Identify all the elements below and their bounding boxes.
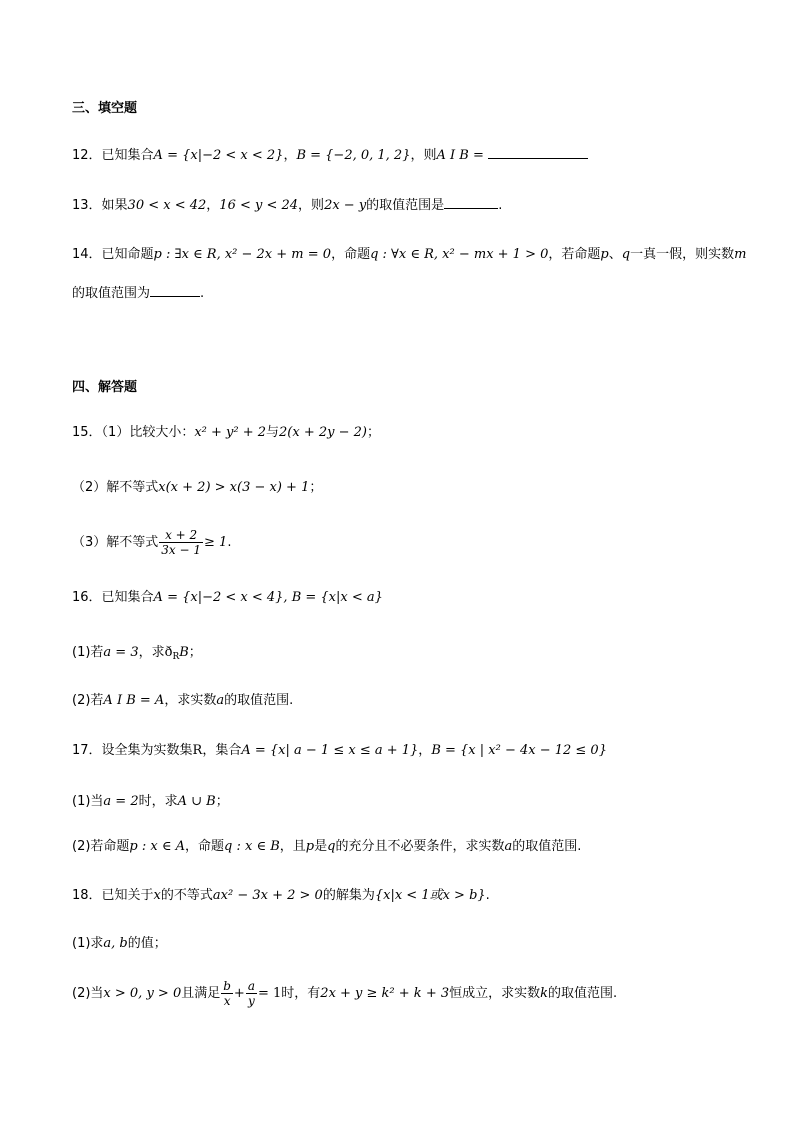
q17-p2-av: a — [504, 839, 513, 854]
q16-p1-b: B — [179, 645, 189, 660]
q15-p3-denominator: 3x − 1 — [161, 543, 202, 557]
q18-p2-fraction-b-over-x — [221, 979, 233, 1008]
q17-p1-mid: 时，求 — [138, 794, 178, 809]
q12-set-a: A = {x|−2 < x < 2} — [153, 148, 284, 163]
q13-expr: 2x − y — [324, 198, 367, 213]
question-12 — [72, 146, 588, 165]
q14-end: . — [200, 286, 205, 301]
q15-p2-expr: x(x + 2) > x(3 − x) + 1 — [158, 480, 310, 495]
q18-mid2: 的解集为 — [322, 888, 375, 903]
q14-var-m: m — [734, 247, 747, 262]
q15-p2-end: ； — [309, 480, 323, 495]
q16-p2-var: a — [216, 693, 225, 708]
q13-sep: ， — [206, 198, 220, 213]
question-15-part2 — [72, 479, 322, 497]
q15-p3-fraction — [159, 528, 203, 557]
q16-p1-cond: a = 3 — [103, 645, 139, 660]
q17-p2-q: q : x ∈ B — [224, 839, 280, 854]
q13-suffix: 的取值范围是 — [366, 198, 445, 213]
q14-dun: 、 — [608, 247, 622, 262]
q17-p2-prefix: (2)若命题 — [72, 839, 130, 854]
q18-p2-ineq: 2x + y ≥ k² + k + 3 — [320, 986, 450, 1001]
q17-mid1: ，集合 — [202, 743, 242, 758]
q18-solution-set: {x|x < 1或x > b} — [374, 888, 486, 903]
q18-ineq: ax² − 3x + 2 > 0 — [212, 888, 323, 903]
q14-mid3: 一真一假，则实数 — [630, 247, 735, 262]
q17-p2-end: 的取值范围. — [512, 839, 582, 854]
question-18 — [72, 887, 490, 905]
q16-p2-expr: A I B = A — [103, 693, 165, 708]
q14-proposition-q: q : ∀x ∈ R, x² − mx + 1 > 0 — [370, 247, 549, 262]
question-13 — [72, 196, 502, 215]
q15-p1-mid: 与 — [266, 425, 280, 440]
q14-prefix: 14．已知命题 — [72, 247, 154, 262]
q14-mid1: ，命题 — [331, 247, 371, 262]
q15-p3-prefix: （3）解不等式 — [72, 535, 159, 550]
q14-proposition-p: p : ∃x ∈ R, x² − 2x + m = 0 — [153, 247, 332, 262]
q16-p2-end: 的取值范围. — [224, 693, 294, 708]
q14-answer-blank — [150, 284, 200, 297]
q17-p1-cond: a = 2 — [103, 794, 139, 809]
q17-set-a: A = {x| a − 1 ≤ x ≤ a + 1} — [241, 743, 419, 758]
q16-p1-complement: ð — [164, 645, 173, 660]
q18-p2-cond: x > 0, y > 0 — [103, 986, 182, 1001]
q13-end: . — [498, 198, 503, 213]
q17-p2-mid2: ，且 — [279, 839, 306, 854]
q17-p2-pv: p — [305, 839, 315, 854]
q12-answer-blank — [488, 146, 588, 159]
q13-cond1: 30 < x < 42 — [127, 198, 207, 213]
q18-p2-mid2: 时，有 — [281, 986, 321, 1001]
question-16-part2 — [72, 692, 293, 710]
q16-p2-prefix: (2)若 — [72, 693, 104, 708]
q13-prefix: 13．如果 — [72, 198, 128, 213]
q18-p2-f2-num: a — [247, 979, 255, 993]
q17-p1-end: ； — [215, 794, 229, 809]
q14-line2: 的取值范围为 — [72, 286, 151, 301]
q18-p2-fraction-a-over-y — [246, 979, 257, 1008]
q16-prefix: 16．已知集合 — [72, 590, 154, 605]
q13-mid: ，则 — [298, 198, 325, 213]
q18-p2-kv: k — [540, 986, 549, 1001]
q13-cond2: 16 < y < 24 — [219, 198, 299, 213]
question-17 — [72, 742, 607, 760]
q16-sets: A = {x|−2 < x < 4}, B = {x|x < a} — [153, 590, 383, 605]
question-16-part1 — [72, 644, 202, 662]
question-17-part1 — [72, 793, 229, 811]
q16-p2-mid: ，求实数 — [164, 693, 217, 708]
q15-p1-expr1: x² + y² + 2 — [194, 425, 267, 440]
q15-p1-prefix: 15．（1）比较大小： — [72, 425, 195, 440]
q18-p2-end: 的取值范围. — [548, 986, 618, 1001]
q15-p2-prefix: （2）解不等式 — [72, 480, 159, 495]
q18-prefix: 18．已知关于 — [72, 888, 154, 903]
section-title-solutions: 四、解答题 — [72, 380, 138, 395]
question-15-part3 — [72, 526, 231, 560]
q15-p1-expr2: 2(x + 2y − 2) — [279, 425, 367, 440]
q18-p2-mid3: 恒成立，求实数 — [449, 986, 541, 1001]
q18-p1-vars: a, b — [103, 936, 128, 951]
q16-p1-mid: ，求 — [138, 645, 165, 660]
q15-p1-end: ； — [366, 425, 380, 440]
q12-sep2: ，则 — [410, 148, 437, 163]
q18-p2-f1-num: b — [223, 979, 231, 993]
q18-p2-f2-den: y — [248, 994, 255, 1008]
question-15-part1 — [72, 424, 380, 442]
q18-p1-prefix: (1)求 — [72, 936, 104, 951]
question-18-part1 — [72, 935, 167, 953]
q16-p1-sub: R — [172, 652, 180, 662]
q15-p3-end: . — [227, 535, 232, 550]
q17-p1-prefix: (1)当 — [72, 794, 104, 809]
q17-r: R — [192, 743, 203, 758]
q18-p1-end: 的值； — [127, 936, 167, 951]
q17-sep: ， — [418, 743, 432, 758]
q14-var-p: p — [600, 247, 609, 262]
q18-mid1: 的不等式 — [160, 888, 213, 903]
q18-p2-f1-den: x — [223, 994, 231, 1008]
q15-p3-rhs: ≥ 1 — [204, 535, 228, 550]
question-16 — [72, 589, 383, 607]
q17-p2-mid1: ，命题 — [185, 839, 225, 854]
q18-p2-mid: 且满足 — [181, 986, 221, 1001]
q12-prefix: 12．已知集合 — [72, 148, 154, 163]
q18-xv: x — [153, 888, 161, 903]
q17-set-b: B = {x | x² − 4x − 12 ≤ 0} — [431, 743, 607, 758]
question-18-part2 — [72, 977, 617, 1011]
q17-p2-mid3: 是 — [314, 839, 328, 854]
q16-p1-end: ； — [188, 645, 202, 660]
q17-p2-p: p : x ∈ A — [129, 839, 185, 854]
question-14 — [72, 246, 746, 264]
q13-answer-blank — [444, 196, 498, 209]
q15-p3-numerator: x + 2 — [159, 528, 203, 543]
q17-p1-expr: A ∪ B — [177, 794, 216, 809]
q18-p2-prefix: (2)当 — [72, 986, 104, 1001]
q17-p2-qv: q — [327, 839, 336, 854]
section-title-fill-blank: 三、填空题 — [72, 101, 138, 116]
q12-set-b: B = {−2, 0, 1, 2} — [296, 148, 411, 163]
q18-p2-plus: + — [233, 986, 245, 1001]
q18-end: . — [485, 888, 490, 903]
q14-var-q: q — [621, 247, 631, 262]
question-17-part2 — [72, 838, 581, 856]
q18-p2-eq: = 1 — [257, 986, 282, 1001]
q12-sep1: ， — [283, 148, 297, 163]
q12-expr: A I B = — [436, 148, 484, 163]
q14-mid2: ，若命题 — [548, 247, 601, 262]
question-14-line2 — [72, 284, 204, 303]
q17-prefix: 17．设全集为实数集 — [72, 743, 193, 758]
q17-p2-mid4: 的充分且不必要条件，求实数 — [335, 839, 505, 854]
q16-p1-prefix: (1)若 — [72, 645, 104, 660]
